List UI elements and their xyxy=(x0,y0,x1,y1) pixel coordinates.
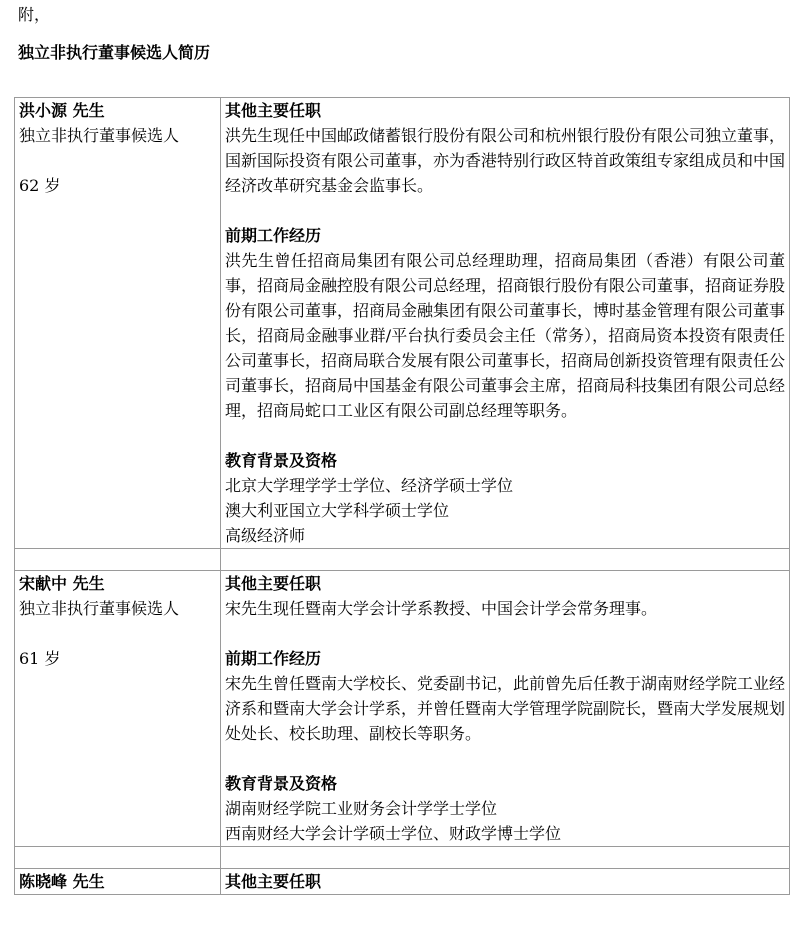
previous-work-heading: 前期工作经历 xyxy=(225,649,322,668)
education-item: 西南财经大学会计学硕士学位、财政学博士学位 xyxy=(225,824,562,843)
candidate-row xyxy=(15,869,790,895)
education-item: 高级经济师 xyxy=(225,526,306,545)
education-item: 澳大利亚国立大学科学硕士学位 xyxy=(225,501,450,520)
education-heading: 教育背景及资格 xyxy=(225,451,338,470)
other-positions-text: 洪先生现任中国邮政储蓄银行股份有限公司和杭州银行股份有限公司独立董事，国新国际投资有限公司董事，亦为香港特别行政区特首政策组专家组成员和中国经济改革研究基金会监事长。 xyxy=(225,126,786,195)
document-prefix: 附， xyxy=(18,5,51,24)
other-positions-heading: 其他主要任职 xyxy=(225,872,322,891)
document-title: 独立非执行董事候选人简历 xyxy=(18,43,211,62)
education-item: 北京大学理学学士学位、经济学硕士学位 xyxy=(225,476,514,495)
candidate-name: 陈晓峰 先生 xyxy=(19,872,105,891)
other-positions-text: 宋先生现任暨南大学会计学系教授、中国会计学会常务理事。 xyxy=(225,599,658,618)
candidate-details-cell xyxy=(221,98,790,549)
candidate-row xyxy=(15,98,790,549)
spacer-row xyxy=(15,847,790,869)
candidate-name: 宋献中 先生 xyxy=(19,574,105,593)
candidate-age: 61 岁 xyxy=(19,649,61,668)
candidate-age: 62 岁 xyxy=(19,176,61,195)
spacer-row xyxy=(15,549,790,571)
candidate-info-cell xyxy=(15,571,221,847)
education-heading: 教育背景及资格 xyxy=(225,774,338,793)
previous-work-text: 宋先生曾任暨南大学校长、党委副书记，此前曾先后任教于湖南财经学院工业经济系和暨南大学会计学系，并曾任暨南大学管理学院副院长，暨南大学发展规划处处长、校长助理、副校长等职务。 xyxy=(225,674,786,743)
candidate-info-cell xyxy=(15,98,221,549)
candidate-details-cell xyxy=(221,571,790,847)
candidate-role: 独立非执行董事候选人 xyxy=(19,126,180,145)
candidate-row xyxy=(15,571,790,847)
education-item: 湖南财经学院工业财务会计学学士学位 xyxy=(225,799,498,818)
candidates-table xyxy=(14,97,790,895)
candidate-role: 独立非执行董事候选人 xyxy=(19,599,180,618)
other-positions-heading: 其他主要任职 xyxy=(225,574,322,593)
candidate-info-cell xyxy=(15,869,221,895)
candidate-details-cell xyxy=(221,869,790,895)
candidate-name: 洪小源 先生 xyxy=(19,101,105,120)
other-positions-heading: 其他主要任职 xyxy=(225,101,322,120)
previous-work-text: 洪先生曾任招商局集团有限公司总经理助理，招商局集团（香港）有限公司董事，招商局金融控股有限公司总经理，招商银行股份有限公司董事，招商证券股份有限公司董事，招商局金融集团有限公司董事长，博时基金管理有限公司董事长，招商局金融事业群/平台执行委员会主任（常务），招商局资本投资有限责任公司董事长，招商局联合发展有限公司董事长，招商局创新投资管理有限责任公司董事长，招商局中国基金有限公司董事会主席，招商局科技集团有限公司总经理，招商局蛇口工业区有限公司副总经理等职务。 xyxy=(225,251,786,420)
previous-work-heading: 前期工作经历 xyxy=(225,226,322,245)
